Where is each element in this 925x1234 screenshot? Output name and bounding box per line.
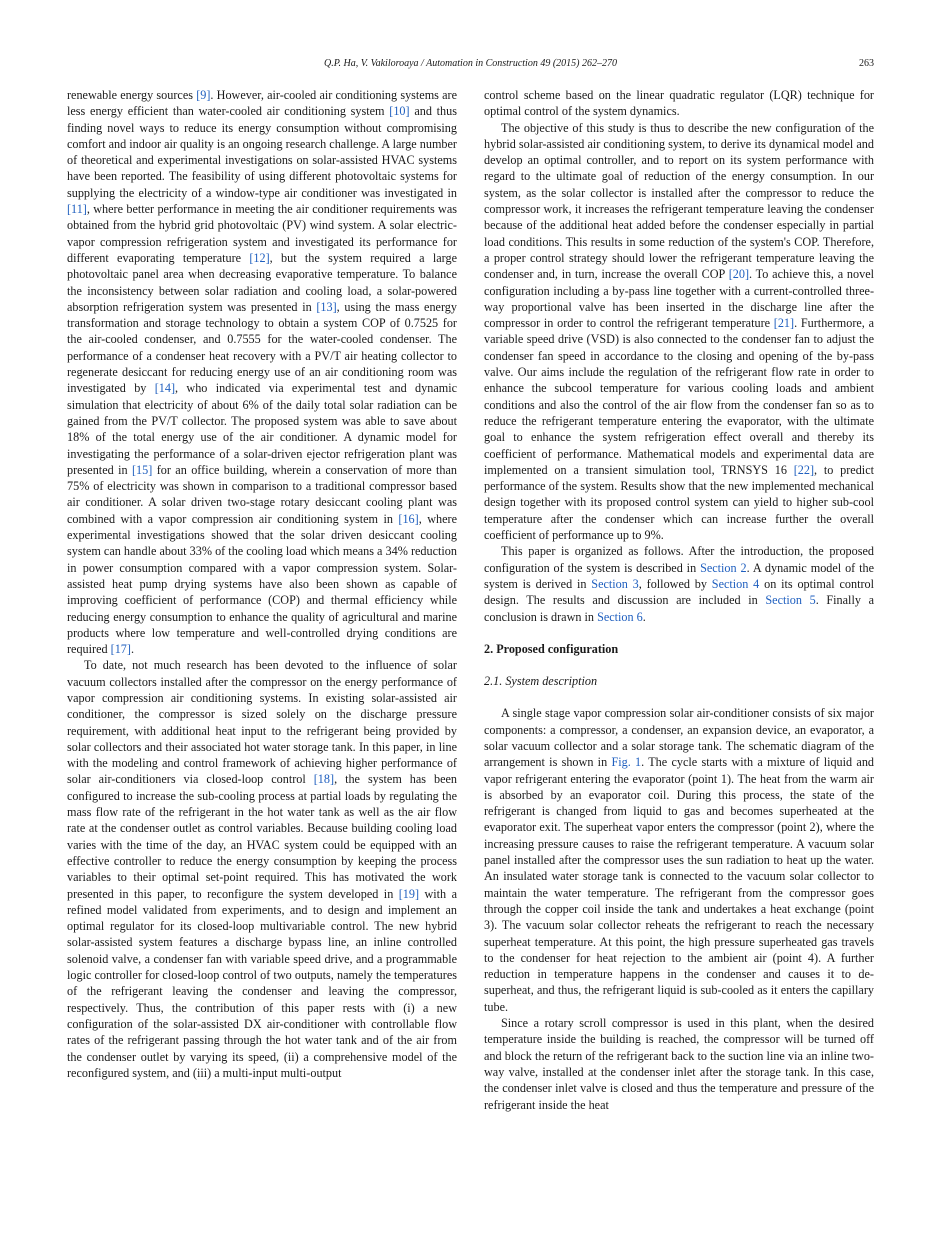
paragraph	[484, 87, 874, 120]
text-run: The objective of this study is thus to describe the new configuration of the hybrid solar-assisted air conditioning system, to derive its dynamical model and develop an optimal controller, and to report on its system performance with regard to the ultimate goal of reduction of the energy consumption. In our system, as the solar collector is installed after the compressor to reduce the compressor work, it increases the refrigerant temperature leaving the condenser because of the additional heat added before the condenser especially in partial load conditions. This results in some reduction of the system's COP. Therefore, a proper control strategy should lower the refrigerant temperature leaving the condenser and, in turn, increase the overall COP	[484, 120, 874, 282]
subsection-title: 2.1. System description	[484, 674, 598, 689]
left-column	[67, 87, 457, 1081]
citation-link[interactable]: [13]	[316, 299, 337, 314]
paragraph	[67, 657, 457, 1081]
text-run: . A dynamic model of the system is derived in	[484, 560, 875, 591]
text-run: on its optimal control design. The results and discussion are included in	[484, 576, 875, 608]
text-run: , but the system required a large photovoltaic panel area when decreasing evaporative temperature. To balance the inconsistency between solar radiation and cooling load, a solar-powered absorption refrigeration system was presented in	[67, 250, 457, 314]
citation-link[interactable]: [17]	[110, 642, 131, 657]
text-run: . The cycle starts with a mixture of liquid and vapor refrigerant entering the evaporator (point 1). The heat from the warm air is absorbed by an evaporator coil. During this process, the state of the refrigerant is changed from liquid to gas and becomes superheated at the evaporator exit. The superheat vapor enters the compressor (point 2), where the increasing pressure causes to raise the refrigerant temperature. A vacuum solar panel installed after the compressor uses the sun radiation to heat up the water. An insulated water storage tank is connected to the vacuum solar collector to maintain the water temperature. The refrigerant from the compressor goes through the copper coil inside the tank and undertakes a heat exchange (point 3). The vacuum solar collector reheats the refrigerant to reach the necessary superheat temperature. At this point, the high pressure superheated gas travels to the condenser for heat rejection to the ambient air (point 4). A further reduction in temperature happens in the condenser and causes it to de-superheat, and thus, the refrigerant liquid is sub-cooled as it enters the capillary tube.	[484, 755, 875, 1014]
citation-link[interactable]: Section 4	[711, 576, 760, 591]
paragraph	[484, 705, 874, 1015]
text-run: Since a rotary scroll compressor is used in this plant, when the desired temperature inside the building is reached, the compressor will be turned off and block the return of the refrigerant back to the suction line via an inline two-way valve, installed at the condenser inlet after the storage tank. In this case, the condenser inlet valve is closed and thus the temperature and pressure of the refrigerant inside the heat	[484, 1016, 874, 1112]
citation-link[interactable]: [15]	[131, 462, 153, 477]
text-run: with a refined model validated from experiments, and to design and implement an optimal regulator for its closed-loop multivariable control. The new hybrid solar-assisted system features a discharge bypass line, an inline controlled solenoid valve, a condenser fan with variable speed drive, and a programmable logic controller for closed-loop control of two outputs, namely the temperatures of the refrigerant leaving the condenser and leaving the compressor, respectively. Thus, the contribution of this paper rests with (i) a new configuration of the solar-assisted DX air-conditioner with controllable flow rates of the refrigerant passing through the hot water tank and of the air from the condenser outlet by varying its speed, (ii) a comprehensive model of the reconfigured system, and (iii) a multi-input multi-output	[67, 886, 457, 1080]
citation-link[interactable]: [14]	[154, 381, 176, 396]
text-run: control scheme based on the linear quadratic regulator (LQR) technique for optimal control of the system dynamics.	[484, 88, 874, 119]
text-run: . Finally a conclusion is drawn in	[484, 593, 874, 624]
citation-link[interactable]: [11]	[67, 202, 87, 217]
citation-link[interactable]: [9]	[196, 88, 211, 102]
text-run: , the system has been configured to increase the sub-cooling process at partial loads by regulating the mass flow rate of the refrigerant in the hot water tank as well as the air flow rate at the condenser outlet as control variables. Because building cooling load varies with the time of the day, an HVAC system could be equipped with an effective controller to reduce the energy consumption by keeping the process variables to their optimal set-point required. This has motivated the work presented in this paper, to reconfigure the system developed in	[67, 772, 457, 901]
citation-link[interactable]: Section 5	[765, 593, 816, 608]
text-run: .	[642, 609, 646, 624]
text-run: for an office building, wherein a conservation of more than 75% of electricity was shown in comparison to a traditional compressor based air conditioner. A solar driven two-stage rotary desiccant cooling plant was combined with a vapor compression air conditioning system in	[67, 462, 457, 526]
citation-link[interactable]: [12]	[249, 250, 270, 265]
text-run: , using the mass energy transformation and storage technology to obtain a system COP of 0.7525 for the air-cooled condenser, and 0.7555 for the water-cooled condenser. The performance of a condenser heat recovery with a PV/T air heating collector to regenerate desiccant for reducing energy use of an air conditioning room was investigated by	[67, 299, 457, 396]
right-column	[484, 87, 874, 1113]
citation-link[interactable]: [20]	[728, 267, 750, 282]
citation-link[interactable]: [22]	[793, 462, 815, 477]
text-run: . To achieve this, a novel configuration including a by-pass line together with a current-controlled three-way proportional valve has been inserted in the discharge line after the compressor in order to control the refrigerant temperature	[484, 267, 874, 331]
text-run: , where better performance in meeting the air conditioner requirements was obtained from the hybrid grid photovoltaic (PV) wind system. A solar electric-vapor compression refrigeration system and investigated its performance for different evaporating temperature	[67, 202, 457, 265]
running-header	[67, 57, 874, 71]
text-run: , where experimental investigations showed that the solar driven desiccant cooling system can handle about 33% of the cooling load which means a 34% reduction in power consumption compared with a vapor compression system. Solar-assisted heat pump drying systems have also been shown as capable of improving coefficient of performance (COP) and thermal efficiency while reducing energy consumption to enhance the quality of agricultural and marine products where low temperature and well-controlled drying conditions are required	[67, 511, 457, 657]
text-run: , followed by	[638, 576, 712, 591]
paragraph	[484, 543, 874, 624]
text-run: renewable energy sources	[67, 88, 197, 102]
page-number: 263	[859, 58, 874, 69]
text-run: A single stage vapor compression solar air-conditioner consists of six major components: a compressor, a condenser, an expansion device, an evaporator, a solar vacuum collector and a solar storage tank. The schematic diagram of the arrangement is shown in	[484, 706, 874, 770]
section-title: 2. Proposed configuration	[484, 641, 619, 656]
citation-link[interactable]: [21]	[773, 316, 795, 331]
citation-link[interactable]: [18]	[313, 772, 335, 787]
paragraph	[484, 120, 874, 544]
text-run: To date, not much research has been devoted to the influence of solar vacuum collectors installed after the compressor on the energy performance of vapor compression air conditioning systems. In existing solar-assisted air conditioner, the compressor is sized solely on the discharge pressure requirement, with additional heat input to the refrigerant being provided by solar collectors and their associated hot water storage tank. In this paper, in line with the modeling and control framework of achieving higher performance of solar air-conditioners via closed-loop control	[67, 658, 457, 787]
citation-link[interactable]: Section 2	[700, 560, 747, 575]
citation-link[interactable]: Fig. 1	[611, 755, 642, 770]
text-run: . However, air-cooled air conditioning systems are less energy efficient than water-cooled air conditioning system	[67, 88, 458, 119]
citation-link[interactable]: [10]	[389, 104, 410, 119]
citation-link[interactable]: [16]	[398, 511, 419, 526]
text-run: .	[130, 642, 135, 657]
text-run: , who indicated via experimental test and dynamic simulation that electricity of about 6% of the daily total solar radiation can be gained from the PV/T collector. The proposed system was able to save about 18% of the total energy use of the air conditioner. A dynamic model for investigating the performance of a solar-driven ejector refrigeration plant was presented in	[67, 381, 458, 477]
text-run: . Furthermore, a variable speed drive (VSD) is also connected to the condenser fan to adjust the condenser fan speed in accordance to the closing and opening of the by-pass valve. Our aims include the regulation of the refrigerant flow rate in order to enhance the subcool temperature for various cooling loads and ambient conditions and also the control of the air flow from the condenser fan so as to reduce the refrigerant temperature entering the evaporator, with the ultimate goal to enhance the system refrigeration effect overall and thereby its coefficient of performance. Mathematical models and experimental data are implemented on a transient simulation tool, TRNSYS 16	[484, 316, 874, 477]
paragraph	[484, 1015, 874, 1113]
citation-link[interactable]: Section 6	[597, 609, 643, 624]
text-run: , to predict performance of the system. Results show that the new implemented mechanical design together with its proposed control system can yield to higher sub-cool temperature after the condenser which can increase further the overall coefficient of performance up to 9%.	[484, 462, 874, 543]
text-run: This paper is organized as follows. After the introduction, the proposed configuration of the system is described in	[484, 544, 874, 575]
running-head-citation: Q.P. Ha, V. Vakiloroaya / Automation in Construction 49 (2015) 262–270	[324, 58, 617, 69]
citation-link[interactable]: [19]	[398, 886, 420, 901]
text-run: and thus finding novel ways to reduce its energy consumption without compromising comfort and indoor air quality is an ongoing research challenge. A large number of theoretical and experimental investigations on solar-assisted HVAC systems have been reported. The feasibility of using different photovoltaic systems for supplying the electricity of a window-type air conditioner was investigated in	[67, 104, 457, 200]
citation-link[interactable]: Section 3	[591, 576, 639, 591]
paragraph	[67, 87, 457, 657]
